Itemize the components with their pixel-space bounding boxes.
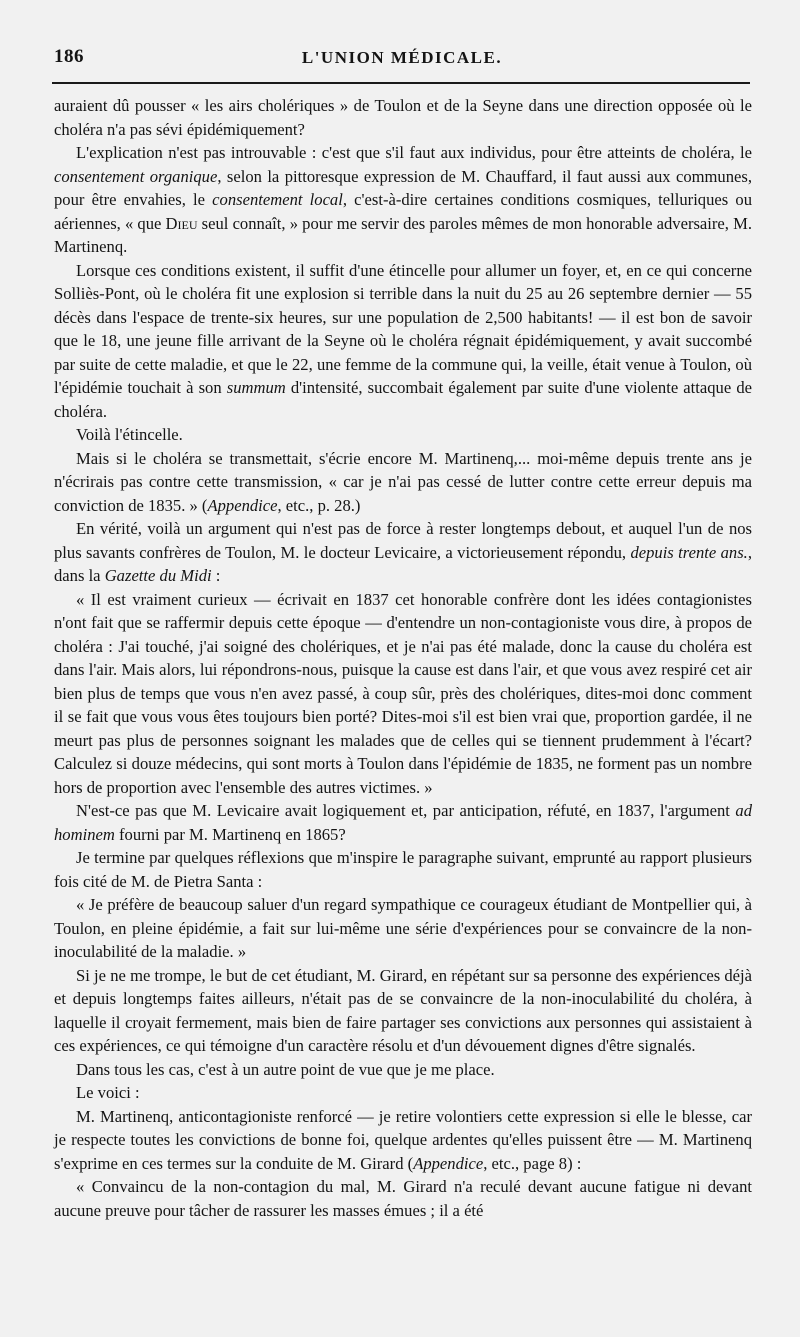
- text-run: « Il est vraiment curieux — écrivait en 1837 cet honorable confrère dont les idées contagionistes n'ont fait que se raffermir depuis cette époque — d'entendre un non-contagioniste vous dire, à propos de choléra : J'ai touché, j'ai soigné des cholériques, et je n'ai pas été malade, donc la cause du choléra est dans l'air. Mais alors, lui répondrons-nous, puisque la cause est dans l'air, et que vous avez respiré cet air bien plus de temps que vous n'en avez passé, à coup sûr, près des cholériques, dites-moi donc comment il se fait que vous vous êtes toujours bien porté? Dites-moi s'il est bien vrai que, proportion gardée, il ne meurt pas plus de personnes soignant les malades que de celles qui se tiennent prudemment à l'écart? Calculez si douze médecins, qui sont morts à Toulon dans l'épidémie de 1835, ne forment pas un nombre hors de proportion avec l'ensemble des autres victimes. »: [54, 589, 752, 797]
- small-caps-text: Dieu: [165, 213, 198, 233]
- text-run: , dans la: [54, 542, 752, 585]
- text-run: N'est-ce pas que M. Levicaire avait logiquement et, par anticipation, réfuté, en 1837, l'argument: [76, 801, 736, 820]
- text-run: , etc., p. 28.): [277, 495, 361, 515]
- text-run: , c'est-à-dire certaines conditions cosmiques, telluriques ou aériennes, « que: [54, 190, 752, 233]
- text-run: Si je ne me trompe, le but de cet étudiant, M. Girard, en répétant sur sa personne des expériences déjà et depuis longtemps faites ailleurs, n'était pas de se convaincre de la non-inoculabilité du choléra, à laquelle il croyait fermement, mais bien de faire partager ses convictions aux personnes qui assistaient à ces expériences, ce qui témoigne d'un caractère résolu et d'un dévouement dignes d'être signalés.: [54, 965, 752, 1055]
- paragraph: [54, 1175, 752, 1222]
- text-run: Lorsque ces conditions existent, il suffit d'une étincelle pour allumer un foyer, et, en ce qui concerne Solliès-Pont, où le choléra fit une explosion si terrible dans la nuit du 25 au 26 septembre dernier — 55 décès dans l'espace de trente-six heures, sur une population de 2,500 habitants! — il est bon de savoir que le 18, une jeune fille arrivant de la Seyne où le choléra régnait épidémiquement, y avait succombé par suite de cette maladie, et que le 22, une femme de la commune qui, la veille, était venue à Toulon, où l'épidémie touchait à son: [54, 260, 752, 397]
- italic-text: ad hominem: [54, 801, 752, 844]
- text-run: Mais si le choléra se transmettait, s'écrie encore M. Martinenq,... moi-même depuis trente ans je n'écrirais pas contre cette transmission, « car je n'ai pas cessé de lutter contre cette erreur depuis ma conviction de 1835. » (: [54, 448, 752, 515]
- text-run: « Convaincu de la non-contagion du mal, M. Girard n'a reculé devant aucune fatigue ni devant aucune preuve pour tâcher de rassurer les masses émues ; il a été: [54, 1177, 752, 1220]
- text-run: seul connaît, » pour me servir des paroles mêmes de mon honorable adversaire, M. Martinenq.: [54, 213, 753, 256]
- header-rule: [52, 82, 750, 84]
- text-run: « Je préfère de beaucoup saluer d'un regard sympathique ce courageux étudiant de Montpellier qui, à Toulon, en pleine épidémie, a fait sur lui-même une série d'expériences pour se convaincre de la non-inoculabilité de la maladie. »: [54, 895, 752, 961]
- italic-text: depuis trente ans.: [630, 542, 748, 562]
- text-run: L'explication n'est pas introuvable : c'est que s'il faut aux individus, pour être atteints de choléra, le: [76, 143, 752, 162]
- paragraph: [54, 1081, 752, 1105]
- text-run: , selon la pittoresque expression de M. Chauffard, il faut aussi aux communes, pour être envahies, le: [54, 166, 752, 209]
- paragraph: [54, 94, 752, 141]
- italic-text: consentement local: [212, 190, 343, 209]
- paragraph: [54, 423, 752, 447]
- italic-text: summum: [226, 378, 286, 397]
- text-run: auraient dû pousser « les airs cholériques » de Toulon et de la Seyne dans une direction opposée où le choléra n'a pas sévi épidémiquement?: [54, 96, 752, 139]
- italic-text: Appendice: [413, 1153, 484, 1173]
- paragraph: [54, 846, 752, 893]
- page-header: [52, 44, 752, 76]
- paragraph: [54, 964, 752, 1058]
- body-text: [54, 94, 752, 1222]
- italic-text: consentement organique: [54, 166, 218, 186]
- text-run: , etc., page 8) :: [483, 1153, 582, 1173]
- text-run: :: [211, 566, 221, 585]
- text-run: Dans tous les cas, c'est à un autre point de vue que je me place.: [76, 1059, 495, 1079]
- paragraph: [54, 799, 752, 846]
- paragraph: [54, 517, 752, 588]
- text-run: M. Martinenq, anticontagioniste renforcé — je retire volontiers cette expression si elle le blesse, car je respecte toutes les convictions de bonne foi, quelque ardentes qu'elles puissent être — M. Martinenq s'exprime en ces termes sur la conduite de M. Girard (: [54, 1106, 752, 1173]
- italic-text: Appendice: [207, 495, 278, 515]
- text-run: Voilà l'étincelle.: [76, 425, 183, 444]
- paragraph: [54, 1058, 752, 1082]
- paragraph: [54, 1105, 752, 1176]
- paragraph: [54, 893, 752, 964]
- paragraph: [54, 447, 752, 518]
- page-number: 186: [54, 46, 84, 67]
- text-run: En vérité, voilà un argument qui n'est pas de force à rester longtemps debout, et auquel l'un de nos plus savants confrères de Toulon, M. le docteur Levicaire, a victorieusement répondu,: [54, 519, 752, 562]
- running-title: L'UNION MÉDICALE.: [301, 48, 503, 67]
- paragraph: [54, 259, 752, 424]
- paragraph: [54, 588, 752, 800]
- paragraph: [54, 141, 752, 259]
- text-run: fourni par M. Martinenq en 1865?: [114, 824, 346, 844]
- text-run: Le voici :: [76, 1083, 140, 1102]
- text-run: Je termine par quelques réflexions que m'inspire le paragraphe suivant, emprunté au rapport plusieurs fois cité de M. de Pietra Santa :: [54, 848, 752, 891]
- text-run: d'intensité, succombait également par suite d'une violente attaque de choléra.: [54, 378, 752, 421]
- italic-text: Gazette du Midi: [104, 566, 212, 585]
